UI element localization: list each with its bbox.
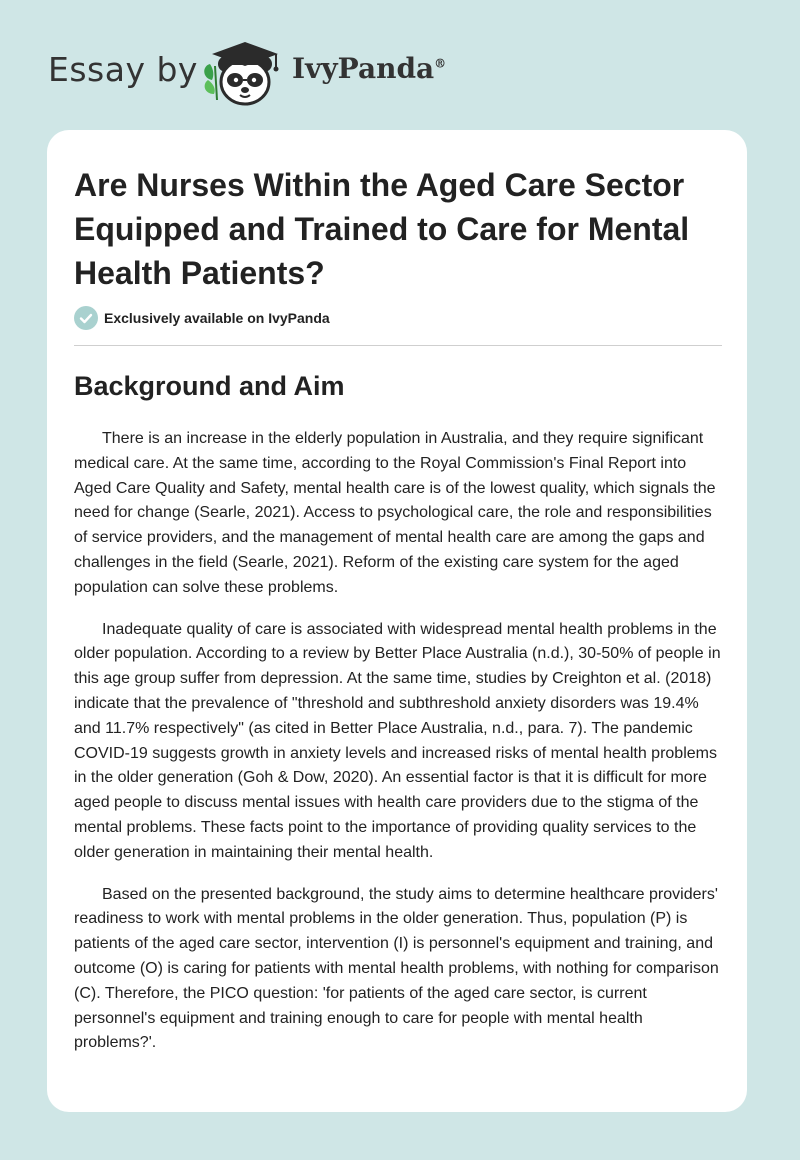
paragraph: Based on the presented background, the study aims to determine healthcare providers' readiness to work with mental problems in the older generation. Thus, population (P) is patients of the aged care sector, intervention (I) is personnel's equipment and training, and outcome (O) is caring for patients with mental health problems, with nothing for comparison (C). Therefore, the PICO question: 'for patients of the aged care sector, is current personnel's equipment and training enough to care for people with mental health problems?'. <box>74 885 719 1052</box>
essay-by-label: Essay by <box>48 50 198 89</box>
ivypanda-brand-name[interactable]: IvyPanda® <box>292 52 447 85</box>
site-header <box>0 0 800 130</box>
check-circle-icon <box>74 306 98 330</box>
paragraph: There is an increase in the elderly population in Australia, and they require significant medical care. At the same time, according to the Royal Commission's Final Report into Aged Care Quality and Safety, mental health care is of the lowest quality, which signals the need for change (Searle, 2021). Access to psychological care, the role and responsibilities of service providers, and the management of mental health care are among the gaps and challenges in the field (Searle, 2021). Reform of the existing care system for the aged population can solve these problems. <box>74 430 716 596</box>
paragraph: Inadequate quality of care is associated with widespread mental health problems in the older population. According to a review by Better Place Australia (n.d.), 30-50% of people in this age group suffer from depression. At the same time, studies by Creighton et al. (2018) indicate that the prevalence of "threshold and subthreshold anxiety disorders was 19.4% and 11.7% respectively" (as cited in Better Place Australia, n.d., para. 7). The pandemic COVID-19 suggests growth in anxiety levels and increased risks of mental health problems in the older generation (Goh & Dow, 2020). An essential factor is that it is difficult for more aged people to discuss mental issues with health care providers due to the stigma of the mental problems. These facts point to the importance of providing quality services to the older generation in maintaining their mental health. <box>74 620 721 861</box>
title-divider <box>74 345 722 346</box>
exclusive-badge <box>74 306 330 330</box>
exclusive-badge-label: Exclusively available on IvyPanda <box>104 310 330 326</box>
article-card <box>47 130 747 1112</box>
article-body <box>74 427 726 1073</box>
registered-mark: ® <box>434 56 447 71</box>
section-heading: Background and Aim <box>74 371 345 401</box>
page-title: Are Nurses Within the Aged Care Sector Equipped and Trained to Care for Mental Health Patients? <box>74 167 690 291</box>
panda-logo-icon[interactable] <box>198 36 288 108</box>
